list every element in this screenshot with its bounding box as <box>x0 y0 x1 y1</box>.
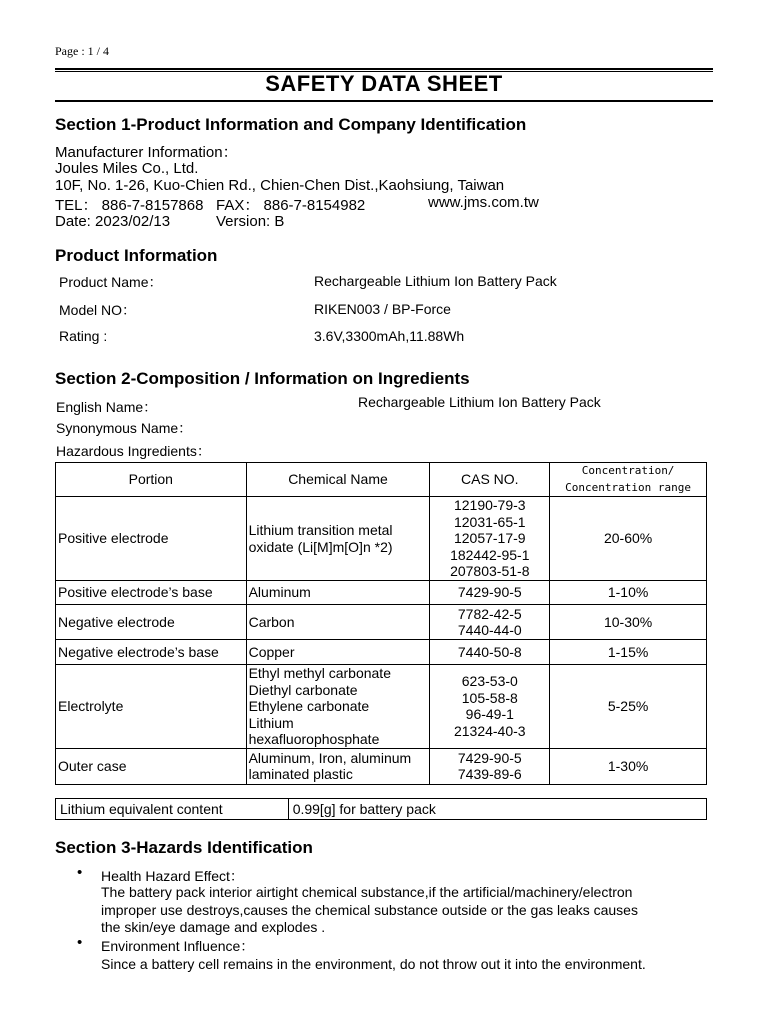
cell-cas <box>430 497 550 581</box>
cell-portion: Outer case <box>56 748 247 784</box>
table-row <box>56 665 707 749</box>
header-concentration <box>550 463 707 497</box>
cell-chemical <box>246 665 430 749</box>
chemical-line: Ethyl methyl carbonate <box>248 665 391 681</box>
company-address: 10F, No. 1-26, Kuo-Chien Rd., Chien-Chen Dist.,Kaohsiung, Taiwan <box>55 177 505 194</box>
chemical-line: Ethylene carbonate <box>248 698 370 714</box>
cell-cas <box>430 605 550 640</box>
health-hazard-title: Health Hazard Effect： <box>101 868 244 884</box>
cell-portion: Electrolyte <box>56 665 247 749</box>
header-rule <box>55 68 713 70</box>
cas-line: 12190-79-3 <box>453 497 526 514</box>
cell-portion: Negative electrode <box>56 605 247 640</box>
environment-influence-line: Since a battery cell remains in the environment, do not throw out it into the environment. <box>101 956 646 972</box>
chemical-line: Lithium <box>248 714 294 731</box>
chemical-line: Aluminum, Iron, aluminum <box>248 749 412 766</box>
issue-date: Date: 2023/02/13 <box>55 213 171 230</box>
chemical-line: laminated plastic <box>248 766 353 782</box>
product-name-value: Rechargeable Lithium Ion Battery Pack <box>314 273 557 289</box>
cell-chemical <box>246 497 430 581</box>
cas-line: 623-53-0 <box>461 673 518 690</box>
table-row <box>56 581 707 605</box>
product-name-label: Product Name： <box>59 274 163 290</box>
cell-chemical: Aluminum <box>246 581 430 605</box>
table-row <box>56 640 707 665</box>
table-row <box>56 497 707 581</box>
lithium-content-label: Lithium equivalent content <box>56 799 289 820</box>
cas-line: 12031-65-1 <box>453 513 526 530</box>
rating-value: 3.6V,3300mAh,11.88Wh <box>314 328 465 344</box>
cell-concentration: 1-10% <box>550 581 707 605</box>
manufacturer-label: Manufacturer Information： <box>55 144 238 161</box>
document-version: Version: B <box>216 213 285 230</box>
cas-line: 105-58-8 <box>461 689 518 706</box>
cas-line: 7439-89-6 <box>457 766 522 782</box>
cas-line: 96-49-1 <box>465 706 514 723</box>
cell-concentration: 10-30% <box>550 605 707 640</box>
synonymous-name-label: Synonymous Name： <box>56 420 193 436</box>
lithium-content-table <box>55 798 707 820</box>
hazardous-ingredients-label: Hazardous Ingredients： <box>56 443 211 459</box>
section3-heading: Section 3-Hazards Identification <box>55 838 313 857</box>
table-header-row <box>56 463 707 497</box>
company-name: Joules Miles Co., Ltd. <box>55 160 199 177</box>
bullet-icon: • <box>77 864 83 881</box>
cell-concentration: 1-30% <box>550 748 707 784</box>
chemical-line: oxidate (Li[M]m[O]n *2) <box>248 538 393 555</box>
rating-label: Rating : <box>59 328 108 344</box>
document-title: SAFETY DATA SHEET <box>265 71 503 96</box>
chemical-line: Lithium transition metal <box>248 522 393 538</box>
header-cas-no: CAS NO. <box>430 463 550 497</box>
product-info-heading: Product Information <box>55 246 218 265</box>
cas-line: 7440-44-0 <box>457 622 522 638</box>
header-concentration-line1: Concentration/ <box>581 464 675 477</box>
cell-portion: Positive electrode’s base <box>56 581 247 605</box>
title-rule <box>55 100 713 102</box>
page-number: Page : 1 / 4 <box>55 44 109 58</box>
cas-line: 7782-42-5 <box>457 605 522 622</box>
bullet-icon: • <box>77 934 83 951</box>
english-name-label: English Name： <box>56 399 158 415</box>
cell-cas <box>430 665 550 749</box>
cas-line: 21324-40-3 <box>453 722 526 739</box>
environment-influence-title: Environment Influence： <box>101 938 255 954</box>
health-hazard-line: improper use destroys,causes the chemical substance outside or the gas leaks causes <box>101 902 638 918</box>
cell-chemical <box>246 748 430 784</box>
cell-chemical: Carbon <box>246 605 430 640</box>
chemical-line: Diethyl carbonate <box>248 681 358 698</box>
composition-table <box>55 462 707 785</box>
cell-concentration: 20-60% <box>550 497 707 581</box>
section2-heading: Section 2-Composition / Information on Ingredients <box>55 369 470 388</box>
cell-cas: 7429-90-5 <box>430 581 550 605</box>
cell-portion: Positive electrode <box>56 497 247 581</box>
lithium-content-row <box>56 799 707 820</box>
cell-cas: 7440-50-8 <box>430 640 550 665</box>
cell-concentration: 5-25% <box>550 665 707 749</box>
table-row <box>56 748 707 784</box>
lithium-content-value: 0.99[g] for battery pack <box>288 799 706 820</box>
cas-line: 182442-95-1 <box>450 546 530 563</box>
header-concentration-line2: Concentration range <box>565 480 691 494</box>
header-portion: Portion <box>56 463 247 497</box>
cell-chemical: Copper <box>246 640 430 665</box>
health-hazard-line: The battery pack interior airtight chemical substance,if the artificial/machinery/electron <box>101 884 633 900</box>
section1-heading: Section 1-Product Information and Company Identification <box>55 115 527 134</box>
table-row <box>56 605 707 640</box>
cell-cas <box>430 748 550 784</box>
company-fax: FAX： 886-7-8154982 <box>216 197 366 214</box>
cas-line: 7429-90-5 <box>457 749 522 766</box>
header-chemical-name: Chemical Name <box>246 463 430 497</box>
company-website[interactable]: www.jms.com.tw <box>428 194 539 211</box>
model-no-value: RIKEN003 / BP-Force <box>314 301 451 317</box>
chemical-line: hexafluorophosphate <box>248 731 380 747</box>
cell-concentration: 1-15% <box>550 640 707 665</box>
company-tel: TEL： 886-7-8157868 <box>55 197 204 214</box>
cas-line: 12057-17-9 <box>453 530 526 547</box>
english-name-value: Rechargeable Lithium Ion Battery Pack <box>358 394 601 410</box>
health-hazard-line: the skin/eye damage and explodes . <box>101 919 326 935</box>
cell-portion: Negative electrode’s base <box>56 640 247 665</box>
model-no-label: Model NO： <box>59 302 137 318</box>
cas-line: 207803-51-8 <box>450 563 530 580</box>
